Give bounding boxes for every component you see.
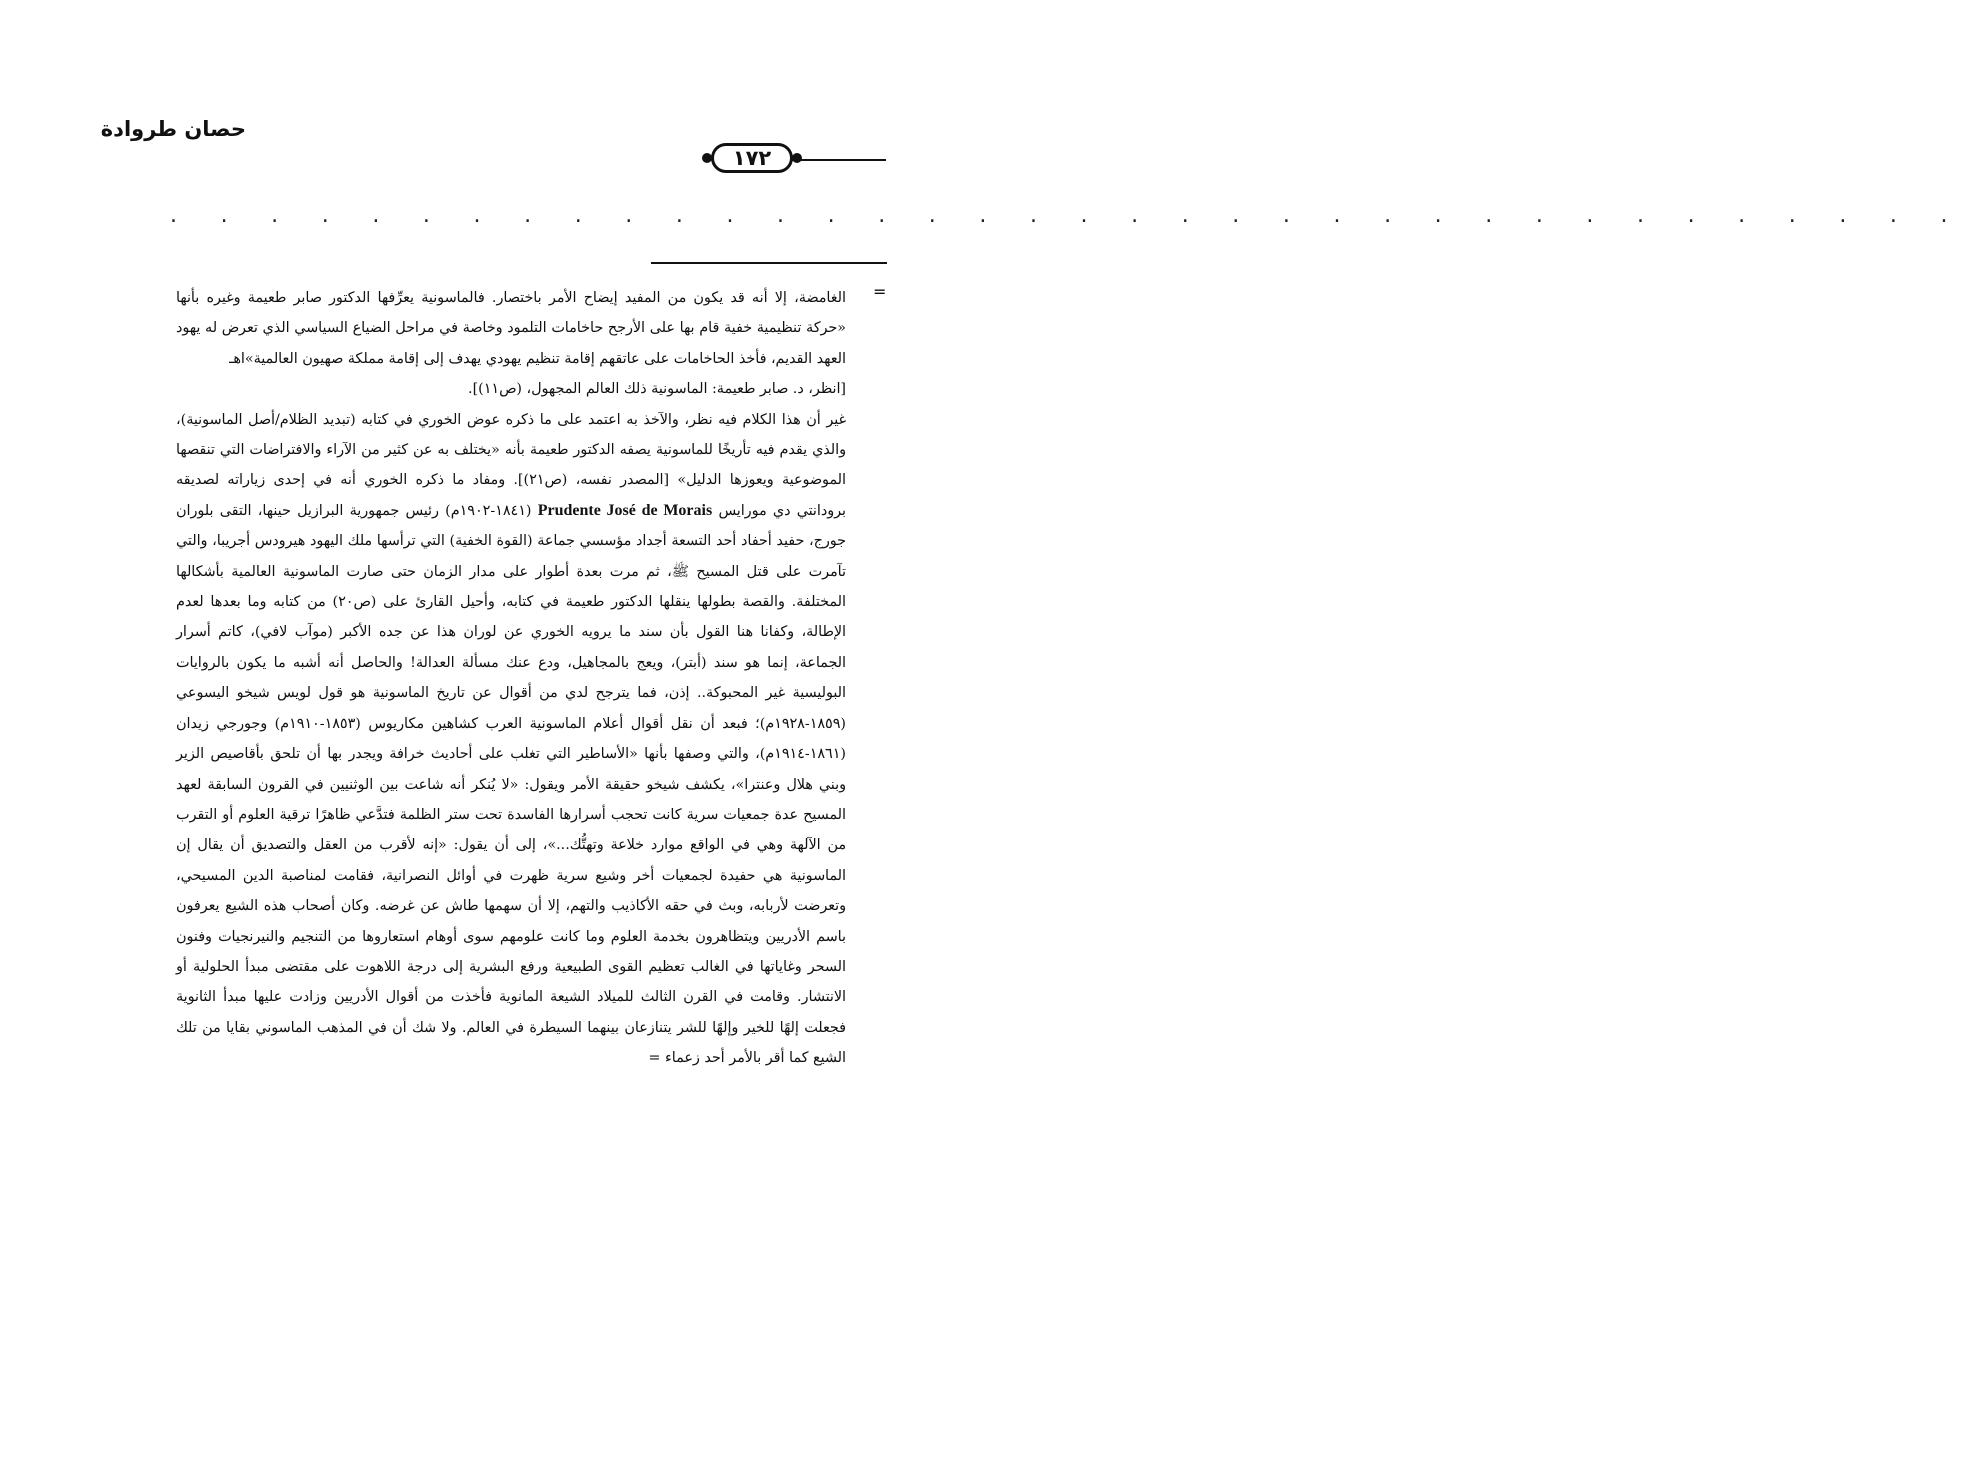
page-number-badge: [711, 143, 793, 173]
footnote-paragraph-3: [176, 405, 846, 1074]
footnote-body: [176, 283, 846, 1074]
footnote-paragraph-4-text: (١٨٤١-١٩٠٢م) رئيس جمهورية البرازيل حينها، التقى بلوران جورج، حفيد أحفاد أحد التسعة أجداد مؤسسي جماعة (القوة الخفية) التي ترأسها ملك اليهود هيرودس أجريبا، والتي تآمرت على قتل المسيح ﷺ، ثم مرت بعدة أطوار على مدار الزمان حتى صارت الماسونية العالمية بأشكالها المختلفة. والقصة بطولها ينقلها الدكتور طعيمة في كتابه، وأحيل القارئ على (ص٢٠) من كتابه وما بعدها لعدم الإطالة، وكفانا هنا القول بأن سند ما يرويه الخوري عن لوران هذا عن جده الأكبر (موآب لافي)، كاتم أسرار الجماعة، إنما هو سند (أبتر)، ويعج بالمجاهيل، ودع عنك مسألة العدالة! والحاصل أنه أشبه ما يكون بالروايات البوليسية غير المحبوكة.. إذن، فما يترجح لدي من أقوال عن تاريخ الماسونية هو قول لويس شيخو اليسوعي (١٨٥٩-١٩٢٨م)؛ فبعد أن نقل أقوال أعلام الماسونية العرب كشاهين مكاريوس (١٨٥٣-١٩١٠م) وجورجي زيدان (١٨٦١-١٩١٤م)، والتي وصفها بأنها «الأساطير التي تغلب على أحاديث خرافة ويجدر بها أن تلحق بأقاصيص الزير وبني هلال وعنترا»، يكشف شيخو حقيقة الأمر ويقول: «لا يُنكر أنه شاعت بين الوثنيين في القرون السابقة لعهد المسيح عدة جمعيات سرية كانت تحجب أسرارها الفاسدة تحت ستر الظلمة فتدَّعي ظاهرًا ترقية العلوم أو التقرب من الآلهة وهي في الواقع موارد خلاعة وتهتُّك...»، إلى أن يقول: «إنه لأقرب من العقل والتصديق أن يقال إن الماسونية هي حفيدة لجمعيات أخر وشيع سرية ظهرت في أوائل النصرانية، فقامت لمناصبة الدين المسيحي، وتعرضت لأربابه، وبث في حقه الأكاذيب والتهم، إلا أن سهمها طاش عن غرضه. وكان أصحاب هذه الشيع يعرفون باسم الأدريين ويتظاهرون بخدمة العلوم وما كانت علومهم سوى أوهام استعاروها من التنجيم والنيرنجيات وفنون السحر وغاياتها في الغالب تعظيم القوى الطبيعية ورفع البشرية إلى درجة اللاهوت على مقتضى مبدأ الحلولية أو الانتشار. وقامت في القرن الثالث للميلاد الشيعة المانوية فأخذت من أقوال الأدريين وزادت عليها مبدأ الثانوية فجعلت إلهًا للخير وإلهًا للشر يتنازعان بينهما السيطرة في العالم. ولا شك أن في المذهب الماسوني بقايا من تلك الشيع كما أقر بالأمر أحد زعماء =: [176, 502, 846, 1067]
page-number: ١٧٢: [732, 146, 772, 170]
header-rule: [790, 159, 886, 161]
running-header-title: حصان طروادة: [100, 117, 246, 141]
footnote-paragraph-2: [انظر، د. صابر طعيمة: الماسونية ذلك العالم المجهول، (ص١١)].: [468, 381, 846, 398]
dotted-separator: . . . . . . . . . . . . . . . . . . . . . . . . . . . . . . . . . . . .: [170, 203, 1966, 228]
footnote-paragraph-3-text: غير أن هذا الكلام فيه نظر، والآخذ به اعتمد على ما ذكره عوض الخوري في كتابه (تبديد الظلام/أصل الماسونية)، والذي يقدم فيه تأريخًا للماسونية يصفه الدكتور طعيمة بأنه «يختلف به عن كثير من الآراء والافتراضات التي تنقصها الموضوعية ويعوزها الدليل» [المصدر نفسه، (ص٢١)]. ومفاد ما ذكره الخوري أنه في إحدى زياراته لصديقه برودانتي دي مورايس: [176, 411, 847, 519]
footnote-paragraph-1: الغامضة، إلا أنه قد يكون من المفيد إيضاح الأمر باختصار. فالماسونية يعرِّفها الدكتور صابر طعيمة وغيره بأنها «حركة تنظيمية خفية قام بها على الأرجح حاخامات التلمود وخاصة في مراحل الضياع السياسي الذي تعرض له يهود العهد القديم، فأخذ الحاخامات على عاتقهم إقامة تنظيم يهودي يهدف إلى إقامة مملكة صهيون العالمية»اهـ: [176, 290, 846, 367]
footnote-continuation-marker: =: [873, 282, 887, 301]
footnote-rule: [651, 262, 887, 264]
latin-name: Prudente José de Morais: [537, 501, 713, 519]
